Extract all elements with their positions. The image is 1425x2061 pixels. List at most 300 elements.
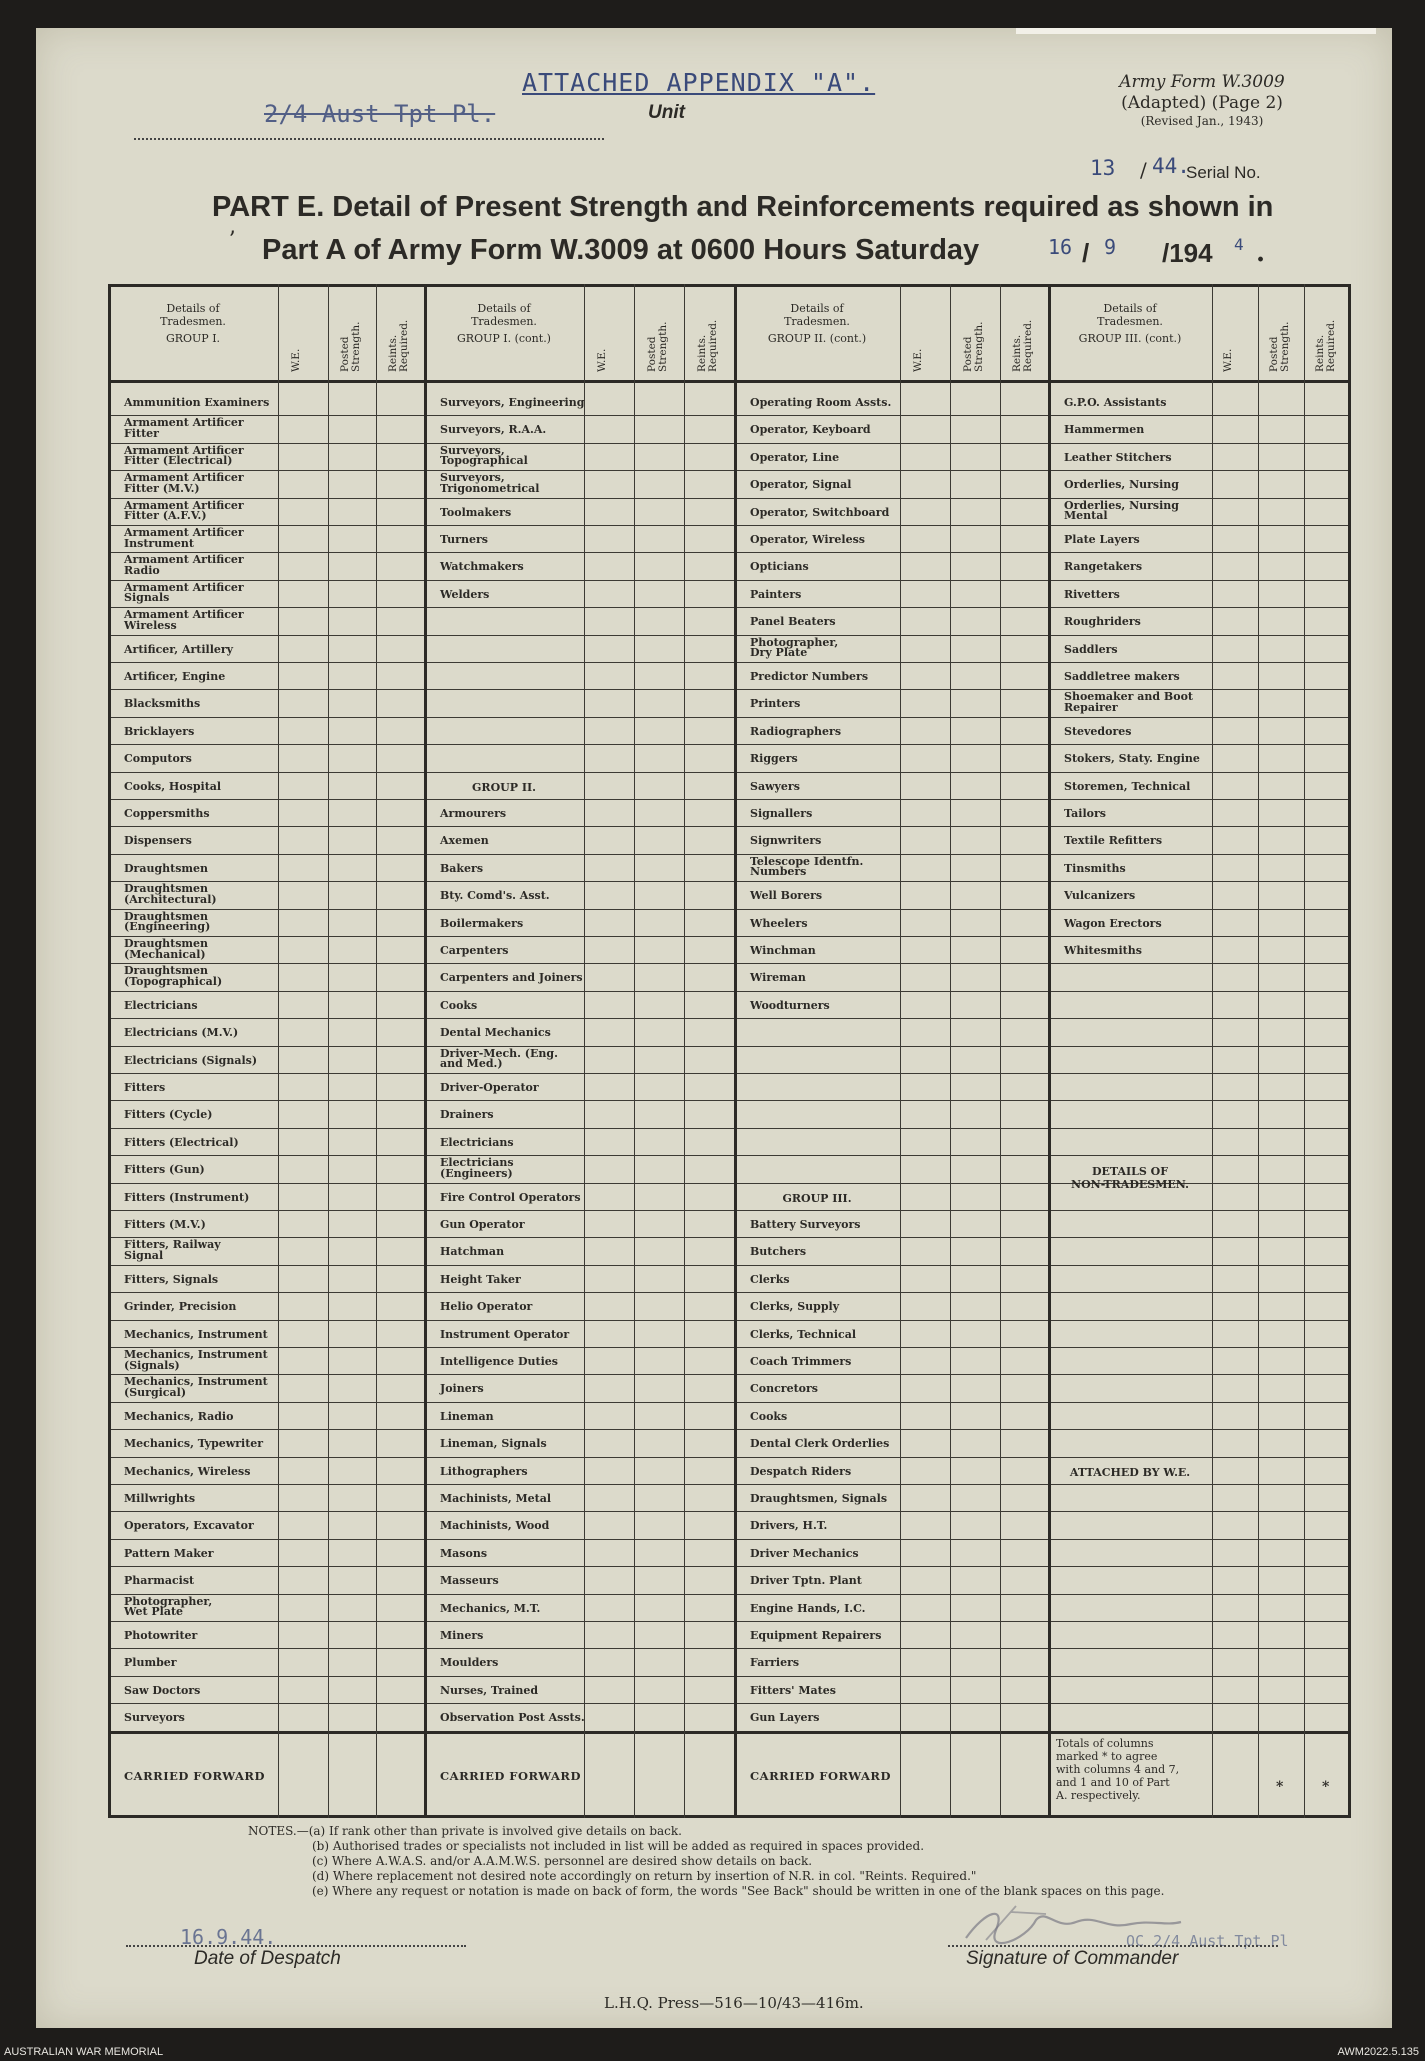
row-label-line: Armament Artificer [124,416,244,430]
group1cont-row-label [440,1137,514,1148]
group1-row-label [124,1377,268,1398]
row-label-line: Mechanics, Wireless [124,1464,251,1478]
row-label-line: Operator, Wireless [750,533,865,546]
signature-stamp: OC 2/4 Aust Tpt Pl [1126,1932,1289,1950]
group-ii-heading: GROUP II. [472,780,536,794]
group3cont-row-label [1064,644,1118,655]
form-adapted: (Adapted) (Page 2) [1121,93,1283,113]
row-label-line: Signal [124,1248,164,1262]
row-label-line: Equipment Repairers [750,1629,882,1642]
group1cont-row-label [440,1192,581,1203]
group2cont-row-label [750,1301,839,1312]
row-label-line: Textile Refitters [1064,834,1163,848]
row-label-line: Mechanics, Instrument [124,1375,268,1389]
group3cont-row-label [1064,945,1142,956]
group3cont-row-label [1064,616,1141,627]
group2cont-row-label [750,1356,851,1367]
group3cont-row-label [1064,561,1142,572]
row-label-line: Driver-Mech. (Eng. [440,1046,558,1060]
group1cont-row-label [440,1575,499,1586]
group3cont-row-label [1064,835,1162,846]
row-label-line: Farriers [750,1656,800,1670]
date-day: 16 [1048,235,1073,259]
row-label-line: Fitter (M.V.) [124,481,200,495]
col-header-reints-required: Reints. Required. [696,319,719,372]
group2cont-row-label [750,854,864,879]
totals-note-line: A. respectively. [1056,1788,1141,1802]
group1-row-label [124,397,269,408]
row-label-line: Hatchman [440,1245,505,1259]
group1cont-row-label [440,972,583,983]
row-label-line: Electricians (M.V.) [124,1026,239,1040]
group-header-line: Tradesmen. [160,315,226,328]
row-label-line: Surveyors, Engineering [440,396,585,409]
table-row-rule [108,909,1350,910]
note-c: (c) Where A.W.A.S. and/or A.A.M.W.S. personnel are desired show details on back. [312,1854,813,1868]
group1cont-row-label [440,1411,494,1422]
group2cont-row-label [750,1466,851,1477]
group1cont-row-label [440,835,489,846]
row-label-line: Lineman, Signals [440,1437,547,1451]
group1cont-row-label [440,1712,585,1723]
col-header-posted-strength: Posted Strength. [962,321,985,372]
table-row-rule [108,1210,1350,1211]
row-label-line: Cooks [440,998,478,1012]
row-label-line: Signallers [750,807,813,820]
row-label-line: Vulcanizers [1064,889,1136,903]
totals-note-line: Totals of columns [1056,1736,1154,1750]
group2cont-row-label [750,671,868,682]
table-row-rule [108,826,1350,827]
date-year-digit: 4 [1234,235,1244,254]
serial-slash: / [1140,158,1147,182]
col-header-we: W.E. [1222,348,1234,372]
group1cont-row-label [440,808,506,819]
row-label-line: Well Borers [750,889,823,903]
row-label-line: Rivetters [1064,587,1120,601]
row-label-line: Observation Post Assts. [440,1711,585,1725]
group2cont-row-label [750,698,800,709]
row-label-line: Blacksmiths [124,697,201,711]
row-label-line: Instrument [124,536,194,550]
row-label-line: Fitters (Cycle) [124,1108,213,1122]
row-label-line: Draughtsmen [124,937,209,950]
row-label-line: (Engineers) [440,1166,513,1180]
group2cont-row-label [750,635,839,660]
table-row-rule [108,1621,1350,1622]
group1cont-row-label [440,1046,558,1071]
group1-row-label [124,939,208,960]
date-period: . [1256,238,1266,268]
group1-row-label [124,1000,198,1011]
row-label-line: (Topographical) [124,974,223,988]
row-label-line: Mechanics, Instrument [124,1327,268,1341]
group1-row-label [124,698,200,709]
row-label-line: Surveyors [124,1711,185,1725]
table-column-rule [1048,284,1051,1818]
row-label-line: Clerks, Supply [750,1300,840,1314]
row-label-line: Clerks [750,1272,790,1286]
row-label-line: Artificer, Engine [124,670,226,683]
row-label-line: Fitters' Mates [750,1683,836,1697]
row-label-line: Saw Doctors [124,1683,201,1697]
row-label-line: Nurses, Trained [440,1683,539,1697]
row-label-line: Fire Control Operators [440,1190,581,1204]
col-header-posted-strength: Posted Strength. [339,321,362,372]
table-row-rule [108,717,1350,718]
table-row-rule [108,1648,1350,1649]
row-label-line: Photographer, [750,635,839,649]
group3cont-row-label [1064,479,1179,490]
group1-row-label [124,1329,268,1340]
group1-row-label [124,808,210,819]
row-label-line: Orderlies, Nursing [1064,478,1179,492]
group1-row-label [124,644,233,655]
table-row-rule [108,1676,1350,1677]
group1cont-row-label [440,1548,487,1559]
group1-row-label [124,498,244,523]
group2cont-row-label [750,534,865,545]
row-label-line: Draughtsmen [124,882,209,896]
signature-dotted-line [948,1945,1278,1947]
row-label-line: Grinder, Precision [124,1300,237,1314]
table-row-rule [108,1237,1350,1238]
table-rule-major [108,1815,1350,1818]
row-label-line: Butchers [750,1245,807,1259]
table-column-rule [376,284,377,1818]
col-header-we: W.E. [290,348,302,372]
row-label-line: Fitter (Electrical) [124,454,233,468]
group3cont-row-label [1064,534,1140,545]
group1-row-label [124,418,244,439]
group2cont-row-label [750,1219,860,1230]
group1cont-row-label [440,1329,569,1340]
row-label-line: Fitters (Electrical) [124,1135,239,1149]
row-label-line: Masons [440,1546,488,1560]
group3cont-row-label [1064,424,1144,435]
table-column-rule [1258,284,1259,1818]
group2cont-row-label [750,1438,889,1449]
row-label-line: Dental Mechanics [440,1026,551,1040]
row-label-line: Telescope Identfn. [750,854,864,868]
table-column-rule [424,284,427,1818]
row-label-line: Toolmakers [440,505,512,519]
page-title-line2: Part A of Army Form W.3009 at 0600 Hours Saturday [262,234,980,266]
group2cont-row-label [750,561,809,572]
table-column-rule [108,284,111,1818]
group1cont-row-label [440,1356,558,1367]
row-label-line: Dispensers [124,834,192,848]
totals-note-line: marked * to agree [1056,1749,1158,1763]
group1cont-row-label [440,1219,525,1230]
archive-credit-right: AWM2022.5.135 [1337,2046,1419,2058]
group3cont-row-label [1064,808,1106,819]
table-row-rule [108,415,1350,416]
row-label-line: Carpenters [440,944,509,957]
group1-row-label [124,580,244,605]
group2cont-row-label [750,1630,881,1641]
group1-row-label [124,1274,218,1285]
group1-row-label [124,1219,206,1230]
group1-row-label [124,884,217,905]
attached-by-we-heading: ATTACHED BY W.E. [1069,1465,1191,1479]
despatch-dotted-line [126,1945,466,1947]
table-row-rule [108,772,1350,773]
group2cont-row-label [750,1548,859,1559]
group1-row-label [124,1548,214,1559]
row-label-line: G.P.O. Assistants [1064,396,1167,409]
group3cont-row-label [1064,918,1162,929]
group1-row-label [124,1657,177,1668]
table-row-rule [108,881,1350,882]
row-label-line: Battery Surveyors [750,1218,861,1231]
group3cont-row-label [1064,589,1120,600]
row-label-line: Pattern Maker [124,1546,214,1560]
row-label-line: Surveyors, [440,471,505,485]
row-label-line: (Surgical) [124,1385,187,1399]
group3cont-row-label [1064,498,1179,523]
row-label-line: Armament Artificer [124,553,244,567]
group3cont-row-label [1064,726,1131,737]
group1cont-row-label [440,1603,540,1614]
col-header-we: W.E. [596,348,608,372]
row-label-line: Operating Room Assts. [750,396,892,409]
group1-row-label [124,1594,213,1619]
row-label-line: Drivers, H.T. [750,1519,828,1533]
group2cont-row-label [750,1685,836,1696]
row-label-line: Plumber [124,1656,177,1670]
row-label-line: Wireless [124,618,177,632]
row-label-line: Hammermen [1064,423,1145,437]
table-row-rule [108,936,1350,937]
row-label-line: Photographer, [124,1594,213,1608]
group1-row-label [124,555,244,576]
group1cont-row-label [440,1438,547,1449]
row-label-line: Shoemaker and Boot [1064,690,1193,704]
row-label-line: Mechanics, M.T. [440,1601,541,1615]
row-label-line: Panel Beaters [750,615,836,629]
note-b: (b) Authorised trades or specialists not included in list will be added as required in spaces provided. [312,1839,925,1853]
group1cont-row-label [440,1383,484,1394]
row-label-line: Operators, Excavator [124,1519,254,1533]
table-row-rule [108,991,1350,992]
row-label-line: Electricians (Signals) [124,1053,258,1067]
col-header-reints-required: Reints. Required. [1011,319,1034,372]
row-label-line: Intelligence Duties [440,1355,558,1368]
table-column-rule [634,284,635,1818]
row-label-line: Moulders [440,1656,499,1670]
row-label-line: Armament Artificer [124,608,244,622]
serial-label: Serial No. [1186,163,1261,182]
group1-row-label [124,726,194,737]
row-label-line: Predictor Numbers [750,670,869,683]
group2cont-row-label [750,452,839,463]
table-column-rule [278,284,279,1818]
group-header-1 [108,302,278,345]
group-header-line: Details of [477,302,531,315]
row-label-line: Welders [440,587,490,601]
row-label-line: Electricians [124,998,198,1012]
date-slash: / [1082,238,1090,268]
group2cont-row-label [750,781,800,792]
row-label-line: Fitter (A.F.V.) [124,509,207,523]
form-reference [1102,72,1302,129]
col-header-posted-strength: Posted Strength. [646,321,669,372]
col-header-reints-required: Reints. Required. [1314,319,1337,372]
row-label-line: Electricians [440,1135,514,1149]
table-row-rule [108,552,1350,553]
row-label-line: Fitter [124,426,159,440]
table-column-rule [684,284,685,1818]
row-label-line: Trigonometrical [440,481,540,495]
group1cont-row-label [440,890,550,901]
group2cont-row-label [750,1411,787,1422]
group3cont-row-label [1064,753,1200,764]
group1cont-row-label [440,1466,528,1477]
row-label-line: Draughtsmen [124,861,209,875]
table-row-rule [108,1046,1350,1047]
row-label-line: Joiners [440,1382,484,1396]
group-header-line: GROUP I. [165,332,221,345]
group1-row-label [124,1575,194,1586]
row-label-line: Coppersmiths [124,807,210,820]
notes-section [248,1824,1164,1899]
carried-forward-label: CARRIED FORWARD [440,1768,581,1783]
row-label-line: Computors [124,752,192,766]
group1-row-label [124,966,222,987]
row-label-line: Machinists, Wood [440,1519,550,1533]
col-header-reints-required: Reints. Required. [387,319,410,372]
row-label-line: Operator, Switchboard [750,505,890,519]
group1cont-row-label [440,863,483,874]
row-label-line: Dry Plate [750,646,808,660]
group-header-line: Tradesmen. [471,315,537,328]
row-label-line: Draughtsmen, Signals [750,1492,888,1505]
table-row-rule [108,854,1350,855]
group1cont-row-label [440,589,489,600]
table-row-rule [108,1292,1350,1293]
row-label-line: Numbers [750,865,807,879]
date-month: 9 [1104,235,1117,259]
table-column-rule [950,284,951,1818]
group1-row-label [124,443,244,468]
row-label-line: Coach Trimmers [750,1355,852,1368]
row-label-line: Signwriters [750,834,822,848]
table-row-rule [108,662,1350,663]
group2cont-row-label [750,972,806,983]
group1-row-label [124,1438,263,1449]
row-label-line: (Architectural) [124,892,217,906]
table-row-rule [108,1347,1350,1348]
row-label-line: Armourers [440,807,507,820]
group1-row-label [124,863,208,874]
table-row-rule [108,1703,1350,1704]
group1cont-row-label [440,1109,494,1120]
group1cont-row-label [440,1493,551,1504]
table-row-rule [108,1594,1350,1595]
table-row-rule [108,1402,1350,1403]
row-label-line: and Med.) [440,1057,503,1071]
table-column-rule [1000,284,1001,1818]
row-label-line: Saddlers [1064,642,1118,656]
group1-row-label [124,473,244,494]
row-label-line: Riggers [750,752,798,766]
row-label-line: Gun Operator [440,1218,525,1231]
row-label-line: Woodturners [750,998,830,1012]
group3cont-row-label [1064,781,1190,792]
signature-label: Signature of Commander [966,1948,1179,1969]
group1cont-row-label [440,507,511,518]
carried-forward-label: CARRIED FORWARD [750,1768,891,1783]
group-header-2 [424,302,584,345]
row-label-line: Whitesmiths [1064,944,1142,957]
group1-row-label [124,610,244,631]
group-header-line: Details of [1103,302,1157,315]
group1-row-label [124,1164,205,1175]
row-label-line: Watchmakers [440,560,524,574]
row-label-line: Boilermakers [440,916,524,930]
row-label-line: Drainers [440,1108,494,1122]
row-label-line: Radiographers [750,724,842,738]
row-label-line: Mechanics, Instrument [124,1348,268,1361]
group2cont-row-label [750,1383,818,1394]
serial-value: 13 [1090,156,1116,180]
table-row-rule [108,1566,1350,1567]
group1-row-label [124,1055,257,1066]
table-row-rule [108,635,1350,636]
row-label-line: Instrument Operator [440,1327,570,1341]
form-sheet [36,28,1392,2028]
table-row-rule [108,470,1350,471]
group-header-4 [1048,302,1212,345]
form-number: Army Form W.3009 [1119,72,1285,92]
row-label-line: Operator, Keyboard [750,423,871,437]
table-rule-major [108,1731,1350,1734]
row-label-line: Wireman [750,971,806,985]
row-label-line: Mechanics, Typewriter [124,1437,264,1451]
group1-row-label [124,1082,165,1093]
row-label-line: Wet Plate [124,1605,184,1619]
group1cont-row-label [440,473,539,494]
group2cont-row-label [750,479,851,490]
row-label-line: Engine Hands, I.C. [750,1601,866,1615]
row-label-line: Fitters, Signals [124,1272,219,1286]
row-label-line: Mental [1064,509,1108,523]
group3cont-row-label [1064,692,1193,713]
group1-row-label [124,909,211,934]
row-label-line: Tinsmiths [1064,861,1126,875]
totals-note-line: and 1 and 10 of Part [1056,1775,1170,1789]
group1-row-label [124,1109,212,1120]
group1-row-label [124,1630,197,1641]
row-label-line: Printers [750,697,801,711]
non-tradesmen-heading [1048,1165,1212,1191]
row-label-line: Draughtsmen [124,909,209,923]
group2cont-row-label [750,616,836,627]
group3cont-row-label [1064,671,1180,682]
row-label-line: Driver Mechanics [750,1546,859,1560]
group-header-line: Details of [790,302,844,315]
table-row-rule [108,1374,1350,1375]
group2cont-row-label [750,835,821,846]
unit-value: 2/4 Aust Tpt Pl. [264,100,496,128]
group2cont-row-label [750,397,891,408]
row-label-line: Leather Stitchers [1064,450,1172,464]
table-row-rule [108,607,1350,608]
group2cont-row-label [750,1329,856,1340]
table-row-rule [108,1100,1350,1101]
group1-row-label [124,1192,249,1203]
